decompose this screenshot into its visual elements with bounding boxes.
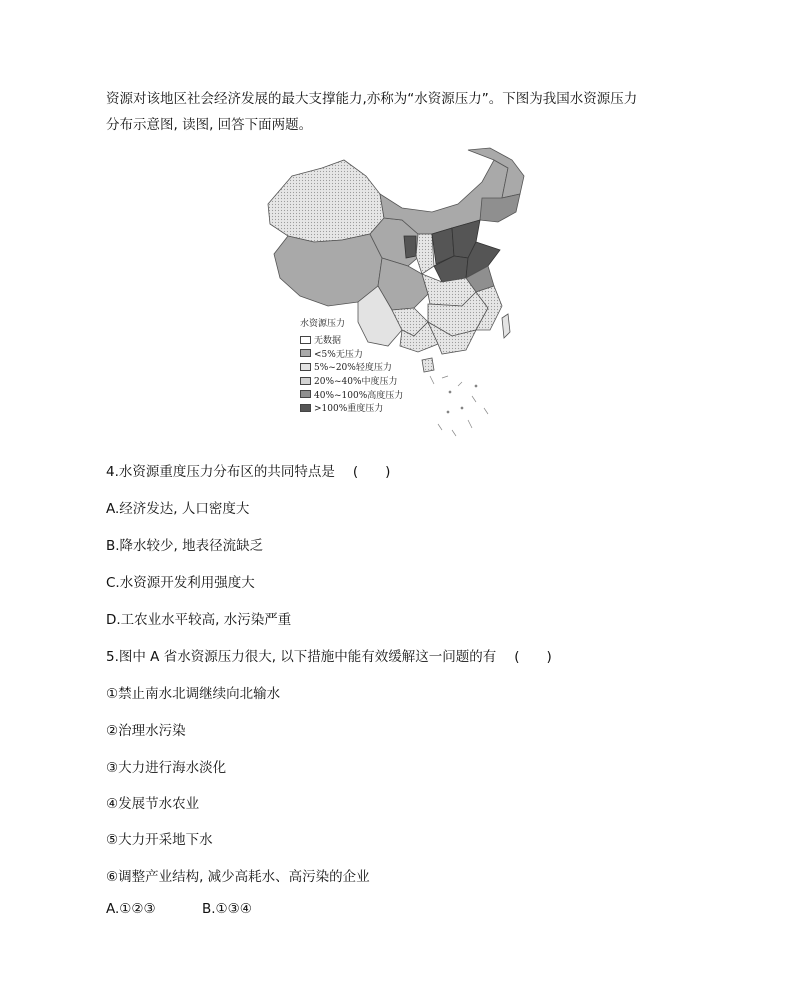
legend-swatch <box>300 363 311 371</box>
legend-swatch <box>300 336 311 344</box>
q5-item-5: ⑤大力开采地下水 <box>106 832 213 848</box>
q4-answer-blank: ( ) <box>352 464 391 480</box>
legend-swatch <box>300 377 311 385</box>
intro-line-2: 分布示意图, 读图, 回答下面两题。 <box>106 117 313 133</box>
legend-title: 水资源压力 <box>300 319 346 329</box>
q5-item-4: ④发展节水农业 <box>106 796 200 812</box>
legend-row <box>300 347 403 361</box>
legend-row <box>300 401 403 415</box>
region-xinjiang <box>268 160 384 242</box>
q5-item-6: ⑥调整产业结构, 减少高耗水、高污染的企业 <box>106 869 370 885</box>
legend-label: <5%无压力 <box>314 349 363 360</box>
q5-item-2: ②治理水污染 <box>106 723 186 739</box>
q5-option-b: B.①③④ <box>202 901 252 917</box>
intro-text <box>106 86 706 138</box>
region-tibet <box>274 234 382 306</box>
q4-option-c: C.水资源开发利用强度大 <box>106 575 255 591</box>
legend-label: 5%~20%轻度压力 <box>314 363 392 374</box>
legend-swatch <box>300 390 311 398</box>
legend-swatch <box>300 404 311 412</box>
south-sea-islands <box>430 376 488 436</box>
legend-row <box>300 360 403 374</box>
region-ningxia <box>404 236 416 258</box>
legend-label: 20%~40%中度压力 <box>314 377 398 388</box>
legend-row <box>300 374 403 388</box>
q4-option-d: D.工农业水平较高, 水污染严重 <box>106 612 292 628</box>
region-taiwan <box>502 314 510 338</box>
legend-label: >100%重度压力 <box>314 404 384 415</box>
q5-stem <box>106 645 552 665</box>
q4-option-a: A.经济发达, 人口密度大 <box>106 501 250 517</box>
region-hainan <box>422 358 434 372</box>
legend-row <box>300 333 403 347</box>
region-liaoning <box>480 194 520 222</box>
q4-option-b: B.降水较少, 地表径流缺乏 <box>106 538 264 554</box>
region-shaanxi <box>416 234 434 274</box>
intro-line-1: 资源对该地区社会经济发展的最大支撑能力,亦称为“水资源压力”。下图为我国水资源压力 <box>106 91 638 107</box>
q5-stem-text: 5.图中 A 省水资源压力很大, 以下措施中能有效缓解这一问题的有 <box>106 649 497 665</box>
q4-stem-text: 4.水资源重度压力分布区的共同特点是 <box>106 464 335 480</box>
q5-option-a: A.①②③ <box>106 901 156 917</box>
map-legend <box>300 316 403 415</box>
q4-stem <box>106 460 390 480</box>
q5-item-1: ①禁止南水北调继续向北输水 <box>106 686 281 702</box>
legend-row <box>300 387 403 401</box>
q5-item-3: ③大力进行海水淡化 <box>106 760 227 776</box>
legend-label: 无数据 <box>314 336 342 347</box>
q5-answer-blank: ( ) <box>514 649 552 665</box>
legend-label: 40%~100%高度压力 <box>314 390 404 401</box>
legend-swatch <box>300 349 311 357</box>
